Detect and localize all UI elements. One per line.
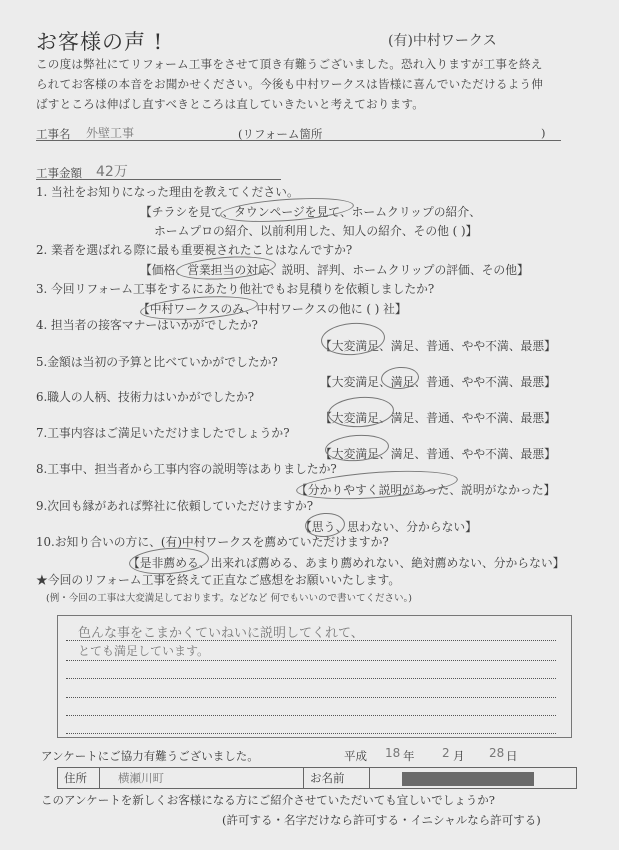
- comment-rule-3: [66, 678, 556, 679]
- date-year-unit: 年: [403, 749, 415, 763]
- question-8-options: 【分かりやすく説明があった、説明がなかった】: [296, 483, 556, 497]
- question-4: 4. 担当者の接客マナーはいかがでしたか?: [36, 318, 258, 332]
- date-month-unit: 月: [453, 749, 465, 763]
- question-7-options: 【大変満足、満足、普通、やや不満、最悪】: [320, 447, 556, 461]
- date-day-unit: 日: [506, 749, 518, 763]
- work-name-field[interactable]: 外壁工事: [86, 126, 135, 140]
- comment-example: (例・今回の工事は大変満足しております。などなど 何でもいいので書いてください。): [46, 593, 412, 604]
- question-7: 7.工事内容はご満足いただけましたでしょうか?: [36, 426, 290, 440]
- question-8: 8.工事中、担当者から工事内容の説明等はありましたか?: [36, 462, 337, 476]
- company-name: (有)中村ワークス: [388, 33, 497, 49]
- address-field[interactable]: 横瀬川町: [100, 768, 304, 788]
- amount-field[interactable]: 42万: [96, 164, 128, 180]
- question-1: 1. 当社をお知りになった理由を教えてください。: [36, 185, 299, 199]
- date-era: 平成: [344, 749, 367, 763]
- question-6: 6.職人の人柄、技術力はいかがでしたか?: [36, 390, 255, 404]
- address-label: 住所: [58, 768, 100, 788]
- page-title: お客様の声 !: [36, 30, 164, 54]
- date-day[interactable]: 28: [489, 746, 505, 760]
- question-10-options: 【是非薦める、出来れば薦める、あまり薦めれない、絶対薦めない、分からない】: [128, 556, 565, 570]
- permission-question: このアンケートを新しくお客様になる方にご紹介させていただいても宜しいでしょうか?: [41, 793, 495, 807]
- comment-rule-2: [66, 660, 556, 661]
- question-3-options: 【中村ワークスのみ、中村ワークスの他に ( ) 社】: [138, 302, 407, 316]
- question-2: 2. 業者を選ばれる際に最も重要視されたことはなんですか?: [36, 243, 353, 257]
- comment-rule-4: [66, 697, 556, 698]
- work-name-label: 工事名: [36, 127, 71, 141]
- comment-handwritten-line-1: 色んな事をこまかくていねいに説明してくれて、: [78, 626, 364, 641]
- amount-label: 工事金額: [36, 166, 82, 180]
- comment-prompt: ★今回のリフォーム工事を終えて正直なご感想をお願いいたします。: [36, 573, 401, 587]
- question-4-options: 【大変満足、満足、普通、やや不満、最悪】: [320, 339, 556, 353]
- redacted-name: [402, 772, 534, 786]
- comment-rule-6: [66, 733, 556, 734]
- question-9-options: 【思う、思わない、分からない】: [300, 520, 477, 534]
- question-6-options: 【大変満足、満足、普通、やや不満、最悪】: [320, 411, 556, 425]
- question-3: 3. 今回リフォーム工事をするにあたり他社でもお見積りを依頼しましたか?: [36, 282, 435, 296]
- question-9: 9.次回も縁があれば弊社に依頼していただけますか?: [36, 499, 314, 513]
- intro-line-1: この度は弊社にてリフォーム工事をさせて頂き有難うございました。恐れ入りますが工事を終え: [36, 57, 543, 71]
- question-10: 10.お知り合いの方に、(有)中村ワークスを薦めていただけますか?: [36, 535, 389, 549]
- question-1-options-line1: 【チラシを見て、タウンページを見て、ホームクリップの紹介、: [140, 205, 481, 219]
- name-label: お名前: [304, 768, 370, 788]
- date-year[interactable]: 18: [385, 746, 401, 760]
- thanks-text: アンケートにご協力有難うございました。: [41, 749, 259, 763]
- comment-handwritten-line-2: とても満足しています。: [78, 644, 210, 658]
- reform-location-close: ): [541, 126, 546, 140]
- intro-line-3: ばすところは伸ばし直すべきところは直していきたいと考えております。: [36, 97, 425, 111]
- comment-rule-5: [66, 715, 556, 716]
- date-month[interactable]: 2: [442, 746, 450, 760]
- question-2-options: 【価格、営業担当の対応、説明、評判、ホームクリップの評価、その他】: [140, 263, 529, 277]
- question-5-options: 【大変満足、満足、普通、やや不満、最悪】: [320, 375, 556, 389]
- intro-line-2: られてお客様の本音をお聞かせください。今後も中村ワークスは皆様に喜んでいただけるよう伸: [36, 77, 544, 91]
- question-1-options-line2: ホームプロの紹介、以前利用した、知人の紹介、その他 ( )】: [154, 224, 478, 238]
- reform-location-label: (リフォーム箇所: [238, 127, 323, 141]
- comment-box[interactable]: [57, 615, 572, 738]
- question-5: 5.金額は当初の予算と比べていかがでしたか?: [36, 355, 278, 369]
- permission-options: (許可する・名字だけなら許可する・イニシャルなら許可する): [222, 813, 541, 827]
